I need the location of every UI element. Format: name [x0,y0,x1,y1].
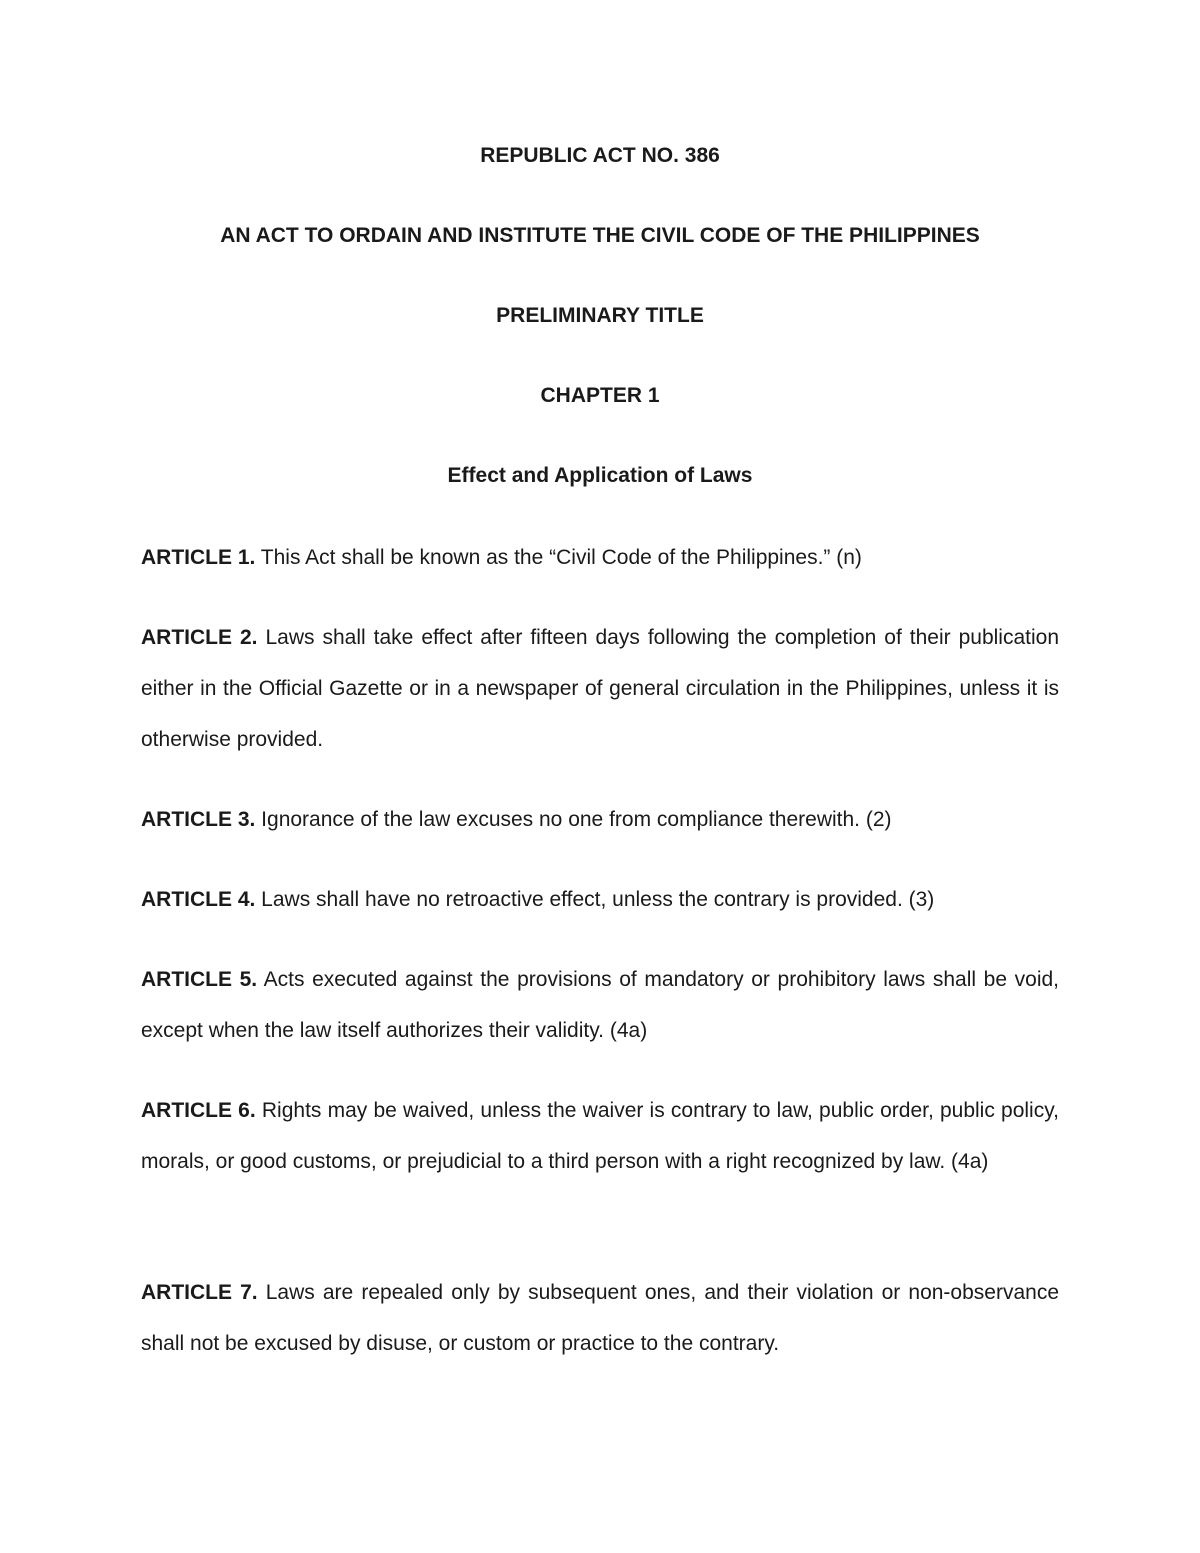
article-text: Laws shall have no retroactive effect, unless the contrary is provided. (3) [255,888,935,911]
act-number: REPUBLIC ACT NO. 386 [480,144,720,167]
chapter-title: Effect and Application of Laws [447,464,753,487]
article-3 [141,794,1059,845]
article-6 [141,1085,1059,1187]
chapter-heading: CHAPTER 1 [540,384,660,407]
article-text: Laws shall take effect after fifteen days following the completion of their publication either in the Official Gazette or in a newspaper of general circulation in the Philippines, unless it is otherwise provided. [141,626,1059,751]
article-1 [141,532,1059,583]
article-text: Rights may be waived, unless the waiver is contrary to law, public order, public policy, morals, or good customs, or prejudicial to a third person with a right recognized by law. (4a) [141,1099,1059,1173]
article-label: ARTICLE 6. [141,1099,256,1122]
article-text: Laws are repealed only by subsequent ones, and their violation or non-observance shall not be excused by disuse, or custom or practice to the contrary. [141,1281,1059,1355]
article-2 [141,612,1059,765]
article-5 [141,954,1059,1056]
article-label: ARTICLE 3. [141,808,256,831]
article-text: This Act shall be known as the “Civil Code of the Philippines.” (n) [255,546,862,569]
article-label: ARTICLE 4. [141,888,256,911]
act-title: AN ACT TO ORDAIN AND INSTITUTE THE CIVIL CODE OF THE PHILIPPINES [220,224,980,247]
article-label: ARTICLE 2. [141,626,258,649]
article-label: ARTICLE 5. [141,968,258,991]
article-label: ARTICLE 1. [141,546,256,569]
article-7 [141,1267,1059,1369]
preliminary-title: PRELIMINARY TITLE [496,304,704,327]
article-text: Ignorance of the law excuses no one from compliance therewith. (2) [255,808,892,831]
article-4 [141,874,1059,925]
article-text: Acts executed against the provisions of mandatory or prohibitory laws shall be void, except when the law itself authorizes their validity. (4a) [141,968,1059,1042]
article-label: ARTICLE 7. [141,1281,258,1304]
